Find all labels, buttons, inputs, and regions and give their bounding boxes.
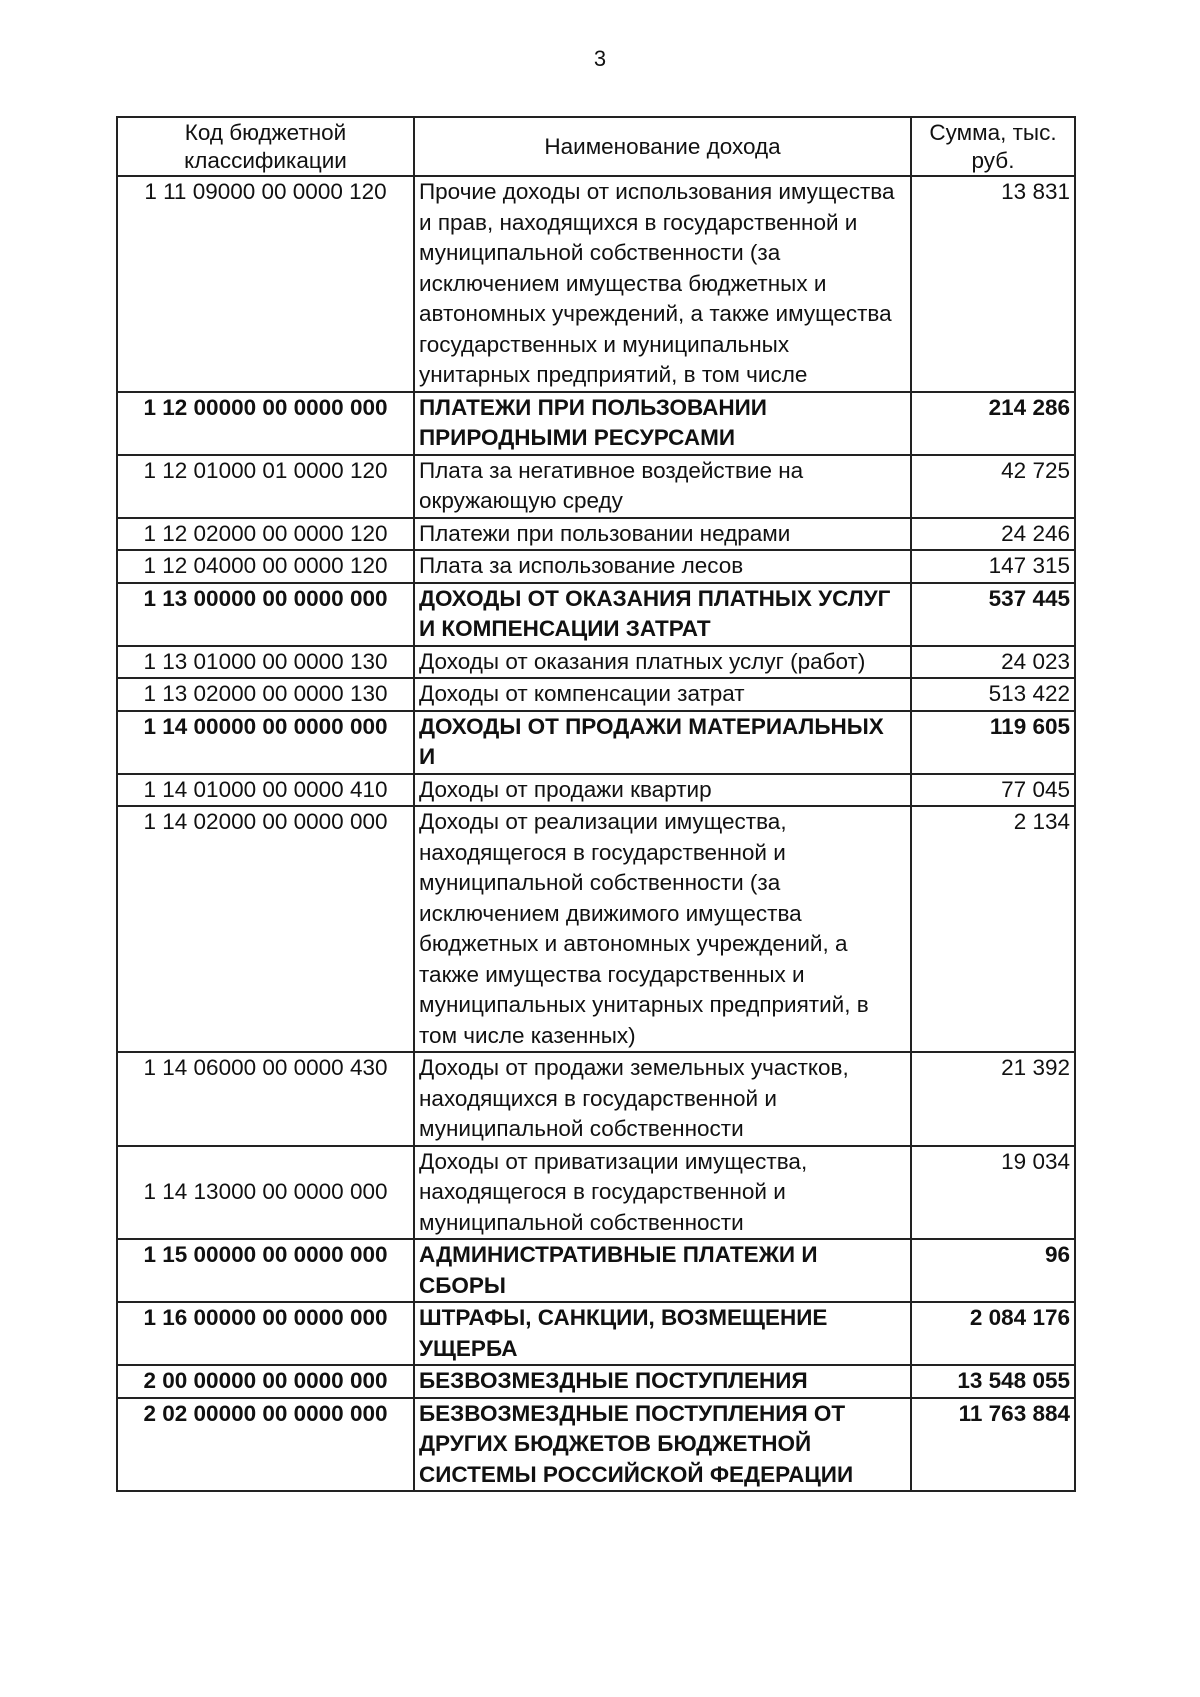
row-sum: 537 445 <box>911 583 1075 646</box>
row-sum: 13 831 <box>911 176 1075 392</box>
row-name: Плата за негативное воздействие на окружающую среду <box>414 455 911 518</box>
header-code: Код бюджетной классификации <box>117 117 414 176</box>
row-sum: 42 725 <box>911 455 1075 518</box>
table-row-section <box>117 711 1075 774</box>
row-name: ШТРАФЫ, САНКЦИИ, ВОЗМЕЩЕНИЕ УЩЕРБА <box>414 1302 911 1365</box>
table-row-section <box>117 583 1075 646</box>
row-name: Доходы от реализации имущества, находящегося в государственной и муниципальной собственности (за исключением движимого имущества бюджетных и автономных учреждений, а также имущества государственных и муниципальных унитарных предприятий, в том числе казенных) <box>414 806 911 1052</box>
row-name: БЕЗВОЗМЕЗДНЫЕ ПОСТУПЛЕНИЯ <box>414 1365 911 1398</box>
row-code: 2 02 00000 00 0000 000 <box>117 1398 414 1492</box>
table-row <box>117 176 1075 392</box>
row-sum: 147 315 <box>911 550 1075 583</box>
row-sum: 24 023 <box>911 646 1075 679</box>
table-header-row <box>117 117 1075 176</box>
table-row <box>117 550 1075 583</box>
row-code: 1 14 02000 00 0000 000 <box>117 806 414 1052</box>
table-row <box>117 678 1075 711</box>
table-row-section <box>117 392 1075 455</box>
row-name: Доходы от приватизации имущества, находящегося в государственной и муниципальной собственности <box>414 1146 911 1240</box>
table-row-section <box>117 1239 1075 1302</box>
table-row-section <box>117 1398 1075 1492</box>
row-name: АДМИНИСТРАТИВНЫЕ ПЛАТЕЖИ И СБОРЫ <box>414 1239 911 1302</box>
table-row <box>117 455 1075 518</box>
row-sum: 21 392 <box>911 1052 1075 1146</box>
row-sum: 513 422 <box>911 678 1075 711</box>
row-name: Доходы от компенсации затрат <box>414 678 911 711</box>
header-sum: Сумма, тыс. руб. <box>911 117 1075 176</box>
row-sum: 119 605 <box>911 711 1075 774</box>
row-sum: 96 <box>911 1239 1075 1302</box>
table-row <box>117 646 1075 679</box>
row-name: ДОХОДЫ ОТ ПРОДАЖИ МАТЕРИАЛЬНЫХ И <box>414 711 911 774</box>
table-row <box>117 1146 1075 1240</box>
row-sum: 13 548 055 <box>911 1365 1075 1398</box>
row-code: 1 12 02000 00 0000 120 <box>117 518 414 551</box>
row-sum: 2 134 <box>911 806 1075 1052</box>
row-code: 1 14 01000 00 0000 410 <box>117 774 414 807</box>
row-sum: 214 286 <box>911 392 1075 455</box>
row-name: Платежи при пользовании недрами <box>414 518 911 551</box>
row-code: 1 12 04000 00 0000 120 <box>117 550 414 583</box>
row-sum: 11 763 884 <box>911 1398 1075 1492</box>
row-code: 1 15 00000 00 0000 000 <box>117 1239 414 1302</box>
header-name: Наименование дохода <box>414 117 911 176</box>
row-name: Доходы от оказания платных услуг (работ) <box>414 646 911 679</box>
row-code: 1 14 00000 00 0000 000 <box>117 711 414 774</box>
table-row-section <box>117 1365 1075 1398</box>
row-name: ПЛАТЕЖИ ПРИ ПОЛЬЗОВАНИИ ПРИРОДНЫМИ РЕСУРСАМИ <box>414 392 911 455</box>
row-name: ДОХОДЫ ОТ ОКАЗАНИЯ ПЛАТНЫХ УСЛУГ И КОМПЕНСАЦИИ ЗАТРАТ <box>414 583 911 646</box>
row-code: 1 11 09000 00 0000 120 <box>117 176 414 392</box>
table-row <box>117 806 1075 1052</box>
row-code: 1 14 13000 00 0000 000 <box>117 1146 414 1240</box>
row-name: БЕЗВОЗМЕЗДНЫЕ ПОСТУПЛЕНИЯ ОТ ДРУГИХ БЮДЖЕТОВ БЮДЖЕТНОЙ СИСТЕМЫ РОССИЙСКОЙ ФЕДЕРАЦИИ <box>414 1398 911 1492</box>
table-row <box>117 1052 1075 1146</box>
row-name: Плата за использование лесов <box>414 550 911 583</box>
revenue-table <box>116 116 1076 1492</box>
row-sum: 2 084 176 <box>911 1302 1075 1365</box>
row-code: 1 13 01000 00 0000 130 <box>117 646 414 679</box>
row-sum: 77 045 <box>911 774 1075 807</box>
row-sum: 24 246 <box>911 518 1075 551</box>
row-code: 1 13 00000 00 0000 000 <box>117 583 414 646</box>
row-code: 1 16 00000 00 0000 000 <box>117 1302 414 1365</box>
page-number: 3 <box>593 46 607 71</box>
row-sum: 19 034 <box>911 1146 1075 1240</box>
row-code: 2 00 00000 00 0000 000 <box>117 1365 414 1398</box>
table-row <box>117 518 1075 551</box>
row-name: Доходы от продажи квартир <box>414 774 911 807</box>
row-code: 1 12 01000 01 0000 120 <box>117 455 414 518</box>
row-name: Доходы от продажи земельных участков, находящихся в государственной и муниципальной собственности <box>414 1052 911 1146</box>
table-row-section <box>117 1302 1075 1365</box>
row-code: 1 14 06000 00 0000 430 <box>117 1052 414 1146</box>
row-code: 1 12 00000 00 0000 000 <box>117 392 414 455</box>
row-name: Прочие доходы от использования имущества и прав, находящихся в государственной и муниципальной собственности (за исключением имущества бюджетных и автономных учреждений, а также имущества государственных и муниципальных унитарных предприятий, в том числе <box>414 176 911 392</box>
row-code: 1 13 02000 00 0000 130 <box>117 678 414 711</box>
table-row <box>117 774 1075 807</box>
